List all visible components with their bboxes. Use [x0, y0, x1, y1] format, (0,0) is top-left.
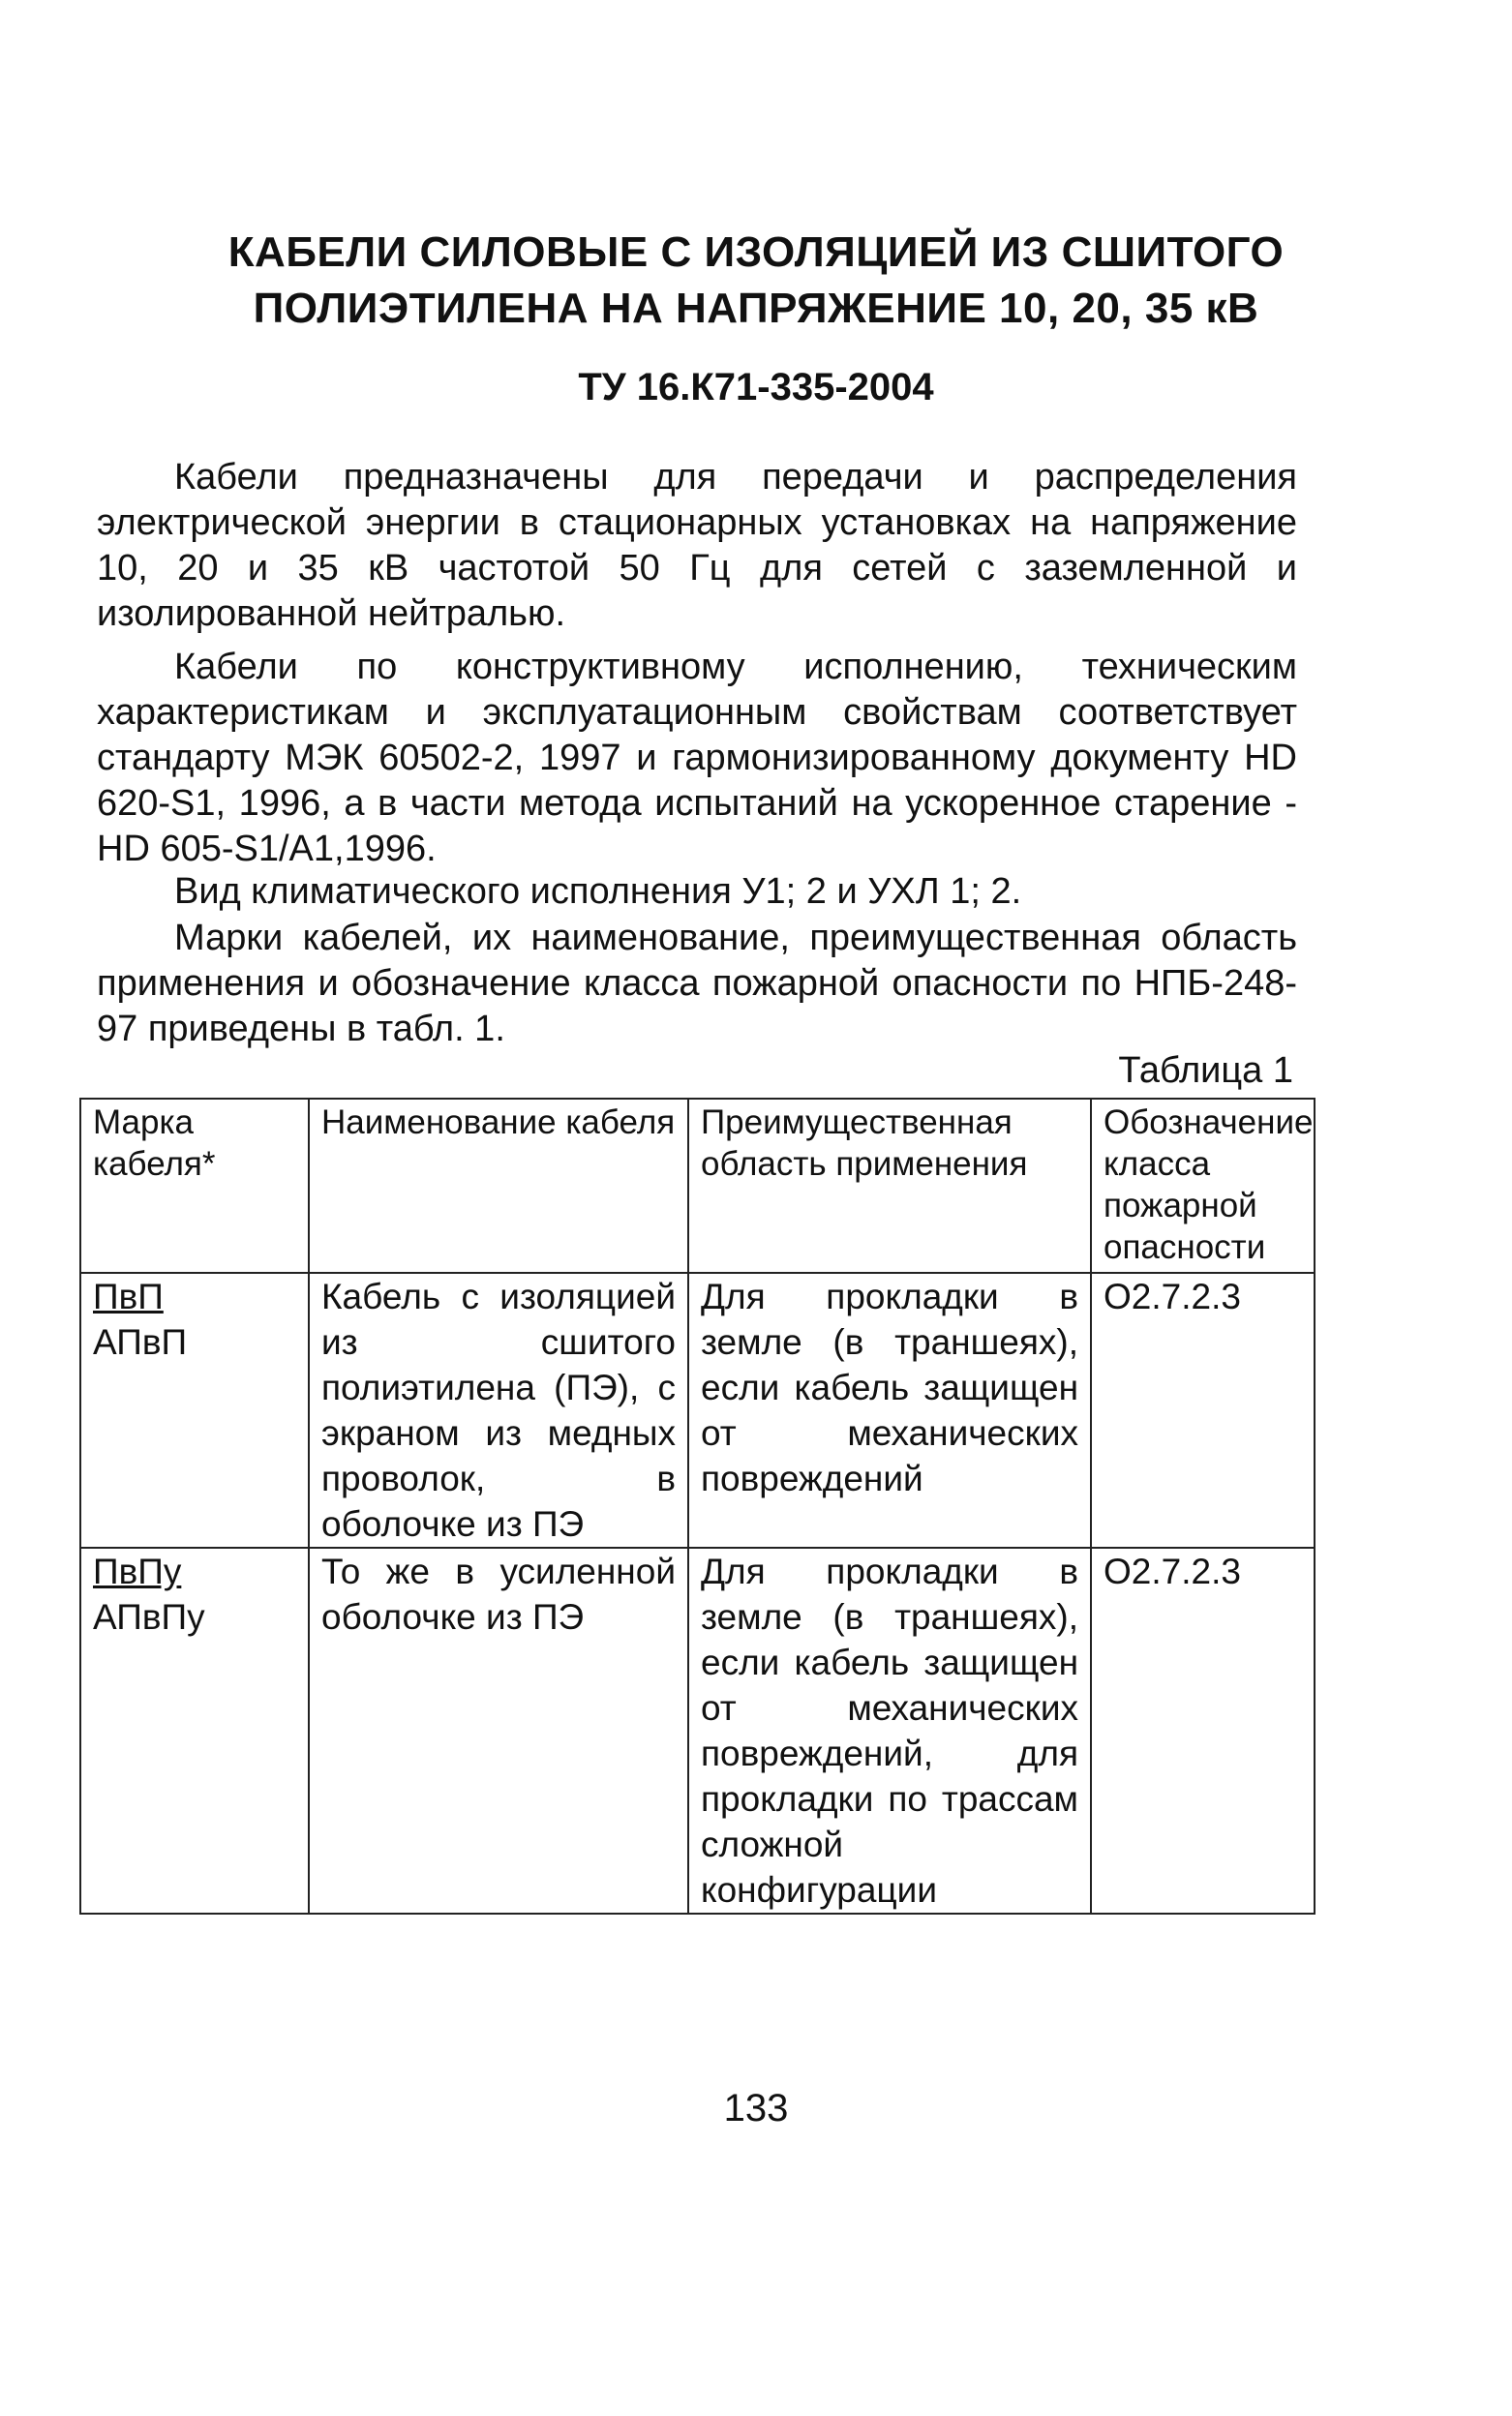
mark-secondary: АПвП	[93, 1322, 188, 1362]
mark-primary: ПвПу	[93, 1552, 182, 1591]
paragraph-standards: Кабели по конструктивному исполнению, техническим характеристикам и эксплуатационным свойствам соответствует стандарту МЭК 60502-2, 1997 и гармонизированному документу HD 620-S1, 1996, а в части метода испытаний на ускоренное старение - HD 605-S1/A1,1996.	[97, 647, 1297, 869]
cable-table	[79, 1098, 1315, 1915]
page-number: 133	[723, 2087, 789, 2129]
cell-name: Кабель с изоляцией из сшитого полиэтилена (ПЭ), с экраном из медных проволок, в оболочке из ПЭ	[309, 1273, 688, 1548]
paragraph-purpose: Кабели предназначены для передачи и распределения электрической энергии в стационарных установках на напряжение 10, 20 и 35 кВ частотой 50 Гц для сетей с заземленной и изолированной нейтралью.	[97, 457, 1297, 634]
cell-mark	[80, 1273, 309, 1548]
header-fire-class: Обозначение класса пожарной опасности	[1091, 1099, 1315, 1273]
header-application: Преимущественная область применения	[688, 1099, 1091, 1273]
paragraph-climate: Вид климатического исполнения У1; 2 и УХЛ 1; 2.	[174, 871, 1022, 912]
cell-fire-class: О2.7.2.3	[1091, 1548, 1315, 1914]
header-name: Наименование кабеля	[309, 1099, 688, 1273]
document-title-line-2: ПОЛИЭТИЛЕНА НА НАПРЯЖЕНИЕ 10, 20, 35 кВ	[253, 285, 1259, 332]
document-title-line-1: КАБЕЛИ СИЛОВЫЕ С ИЗОЛЯЦИЕЙ ИЗ СШИТОГО	[227, 228, 1285, 276]
table-header-row	[80, 1099, 1315, 1273]
cell-mark	[80, 1548, 309, 1914]
cell-fire-class: О2.7.2.3	[1091, 1273, 1315, 1548]
paragraph-table-reference: Марки кабелей, их наименование, преимущественная область применения и обозначение класса пожарной опасности по НПБ-248-97 приведены в табл. 1.	[97, 918, 1297, 1049]
table-row	[80, 1548, 1315, 1914]
cell-application: Для прокладки в земле (в траншеях), если кабель защищен от механических повреждений	[688, 1273, 1091, 1548]
table-caption: Таблица 1	[1118, 1050, 1293, 1091]
mark-primary: ПвП	[93, 1277, 164, 1316]
header-mark: Марка кабеля*	[80, 1099, 309, 1273]
table-row	[80, 1273, 1315, 1548]
cell-application: Для прокладки в земле (в траншеях), если кабель защищен от механических повреждений, для прокладки по трассам сложной конфигурации	[688, 1548, 1091, 1914]
cell-name: То же в усиленной оболочке из ПЭ	[309, 1548, 688, 1914]
standard-code: ТУ 16.К71-335-2004	[578, 366, 934, 408]
mark-secondary: АПвПу	[93, 1597, 205, 1637]
